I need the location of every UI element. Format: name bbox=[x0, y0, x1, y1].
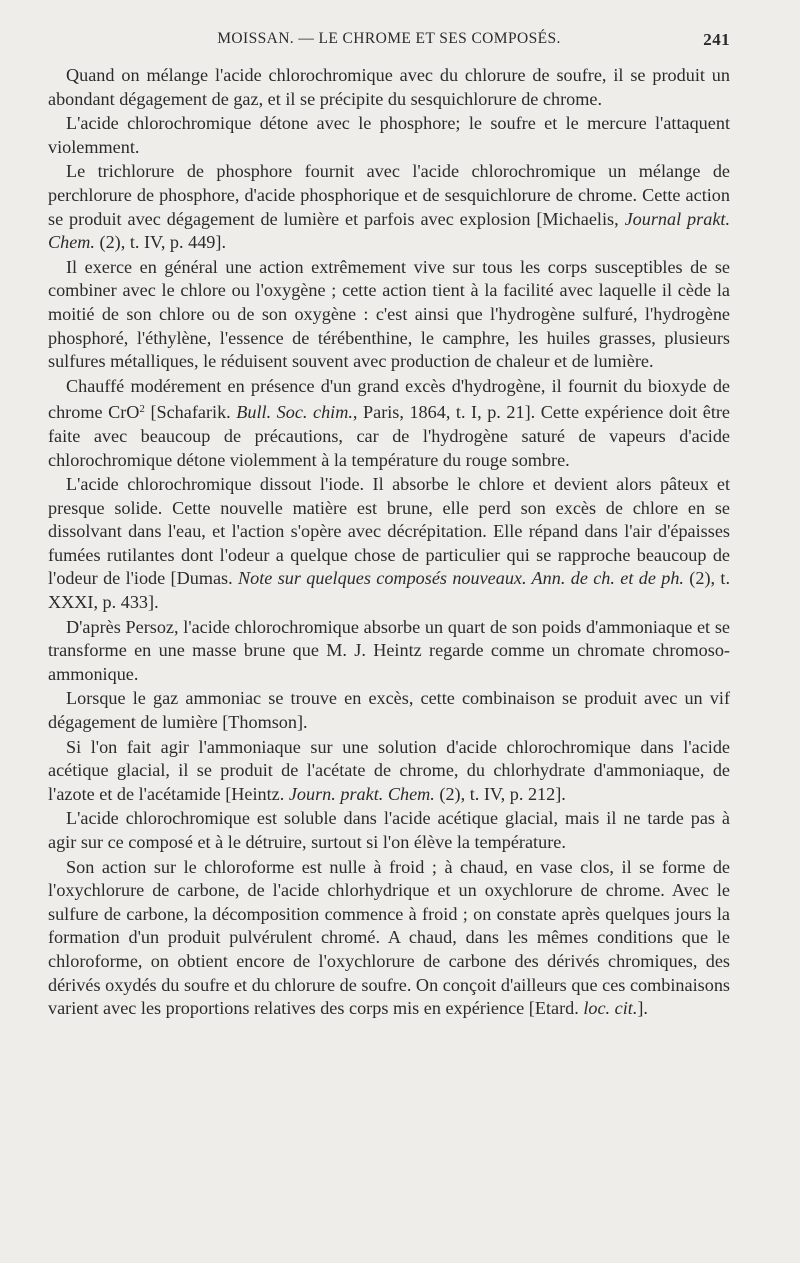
paragraph-text: Si l'on fait agir l'ammoniaque sur une solution d'acide chlorochromique dans l'acide acétique glacial, il se produit de l'acétate de chrome, du chlorhydrate d'ammoniaque, de l'azote et de l'acétamide [Heintz. bbox=[48, 736, 730, 804]
paragraph-10 bbox=[48, 807, 730, 854]
paragraph-2 bbox=[48, 112, 730, 159]
paragraph-text: Il exerce en général une action extrêmement vive sur tous les corps susceptibles de se combiner avec le chlore ou l'oxygène ; cette action tient à la facilité avec laquelle il cède la moitié de son chlore ou de son oxygène : c'est ainsi que l'hydrogène sulfuré, l'hydrogène phosphoré, l'éthylène, l'essence de térébenthine, le camphre, les huiles grasses, plusieurs sulfures métalliques, le réduisent souvent avec production de chaleur et de lumière. bbox=[48, 256, 730, 372]
paragraph-text: Lorsque le gaz ammoniac se trouve en excès, cette combinaison se produit avec un vif dégagement de lumière [Thomson]. bbox=[48, 688, 730, 733]
page-header bbox=[48, 30, 730, 56]
paragraph-text: Son action sur le chloroforme est nulle à froid ; à chaud, en vase clos, il se forme de l'oxychlorure de carbone, de l'acide chlorhydrique et un oxychlorure de chrome. Avec le sulfure de carbone, la décomposition commence à froid ; on constate après quelques jours la formation d'un produit pulvérulent chromé. A chaud, dans les mêmes conditions que le chloroforme, on obtient encore de l'oxychlorure de carbone des dérivés chromiques, des dérivés oxydés du soufre et du chlorure de soufre. On conçoit d'ailleurs que ces combinaisons varient avec les proportions relatives des corps mis en expérience [Etard. bbox=[48, 856, 730, 1019]
citation-title: Journal prakt. Chem. bbox=[48, 208, 730, 253]
citation-title: Bull. Soc. chim. bbox=[236, 402, 353, 423]
running-head: MOISSAN. — LE CHROME ET SES COMPOSÉS. bbox=[217, 30, 561, 47]
paragraph-text: , Paris, 1864, t. I, p. 21]. Cette expérience doit être faite avec beaucoup de précautions, car de l'hydrogène saturé de vapeurs d'acide chlorochromique détone violemment à la température du rouge sombre. bbox=[48, 402, 730, 470]
citation-open: [Schafarik. bbox=[144, 402, 237, 423]
paragraph-text: Le trichlorure de phosphore fournit avec l'acide chlorochromique un mélange de perchlorure de phosphore, d'acide phosphorique et de sesquichlorure de chrome. Cette action se produit avec dégagement de lumière et parfois avec explosion [Michaelis, bbox=[48, 161, 730, 229]
paragraph-text: L'acide chlorochromique est soluble dans l'acide acétique glacial, mais il ne tarde pas à agir sur ce composé et à le détruire, surtout si l'on élève la température. bbox=[48, 808, 730, 852]
paragraph-1 bbox=[48, 64, 730, 111]
paragraph-text: D'après Persoz, l'acide chlorochromique absorbe un quart de son poids d'ammoniaque et se transforme en une masse brune que M. J. Heintz regarde comme un chromate chromoso-ammonique. bbox=[48, 616, 730, 684]
paragraph-4 bbox=[48, 256, 730, 374]
body-text bbox=[48, 64, 730, 1021]
paragraph-7 bbox=[48, 616, 730, 687]
citation-details: (2), t. XXXI, p. 433]. bbox=[48, 568, 730, 613]
citation-details: ]. bbox=[637, 998, 648, 1019]
citation-details: (2), t. IV, p. 449]. bbox=[94, 232, 226, 253]
citation-details: (2), t. IV, p. 212]. bbox=[434, 783, 566, 804]
paragraph-3 bbox=[48, 160, 730, 254]
citation-title: Note sur quelques composés nouveaux. Ann. de ch. et de ph. bbox=[238, 568, 684, 589]
paragraph-6 bbox=[48, 473, 730, 615]
paragraph-text: L'acide chlorochromique détone avec le phosphore; le soufre et le mercure l'attaquent violemment. bbox=[48, 113, 730, 157]
paragraph-text: L'acide chlorochromique dissout l'iode. Il absorbe le chlore et devient alors pâteux et presque solide. Cette nouvelle matière est brune, elle perd son excès de chlore en se dissolvant dans l'eau, et l'action s'opère avec décrépitation. Elle répand dans l'air d'épaisses fumées rutilantes dont l'odeur a quelque chose de particulier qui se rapproche beaucoup de l'odeur de l'iode [Dumas. bbox=[48, 474, 730, 589]
paragraph-9 bbox=[48, 736, 730, 807]
citation-title: Journ. prakt. Chem. bbox=[288, 783, 435, 804]
paragraph-text: Quand on mélange l'acide chlorochromique avec du chlorure de soufre, il se produit un abondant dégagement de gaz, et il se précipite du sesquichlorure de chrome. bbox=[48, 65, 730, 109]
paragraph-text: Chauffé modérement en présence d'un grand excès d'hydrogène, il fournit du bioxyde de chrome CrO bbox=[48, 375, 730, 423]
superscript: 2 bbox=[139, 403, 145, 416]
page-number: 241 bbox=[703, 30, 730, 49]
citation-title: loc. cit. bbox=[583, 998, 638, 1019]
paragraph-5 bbox=[48, 375, 730, 472]
paragraph-11 bbox=[48, 856, 730, 1021]
paragraph-8 bbox=[48, 687, 730, 734]
